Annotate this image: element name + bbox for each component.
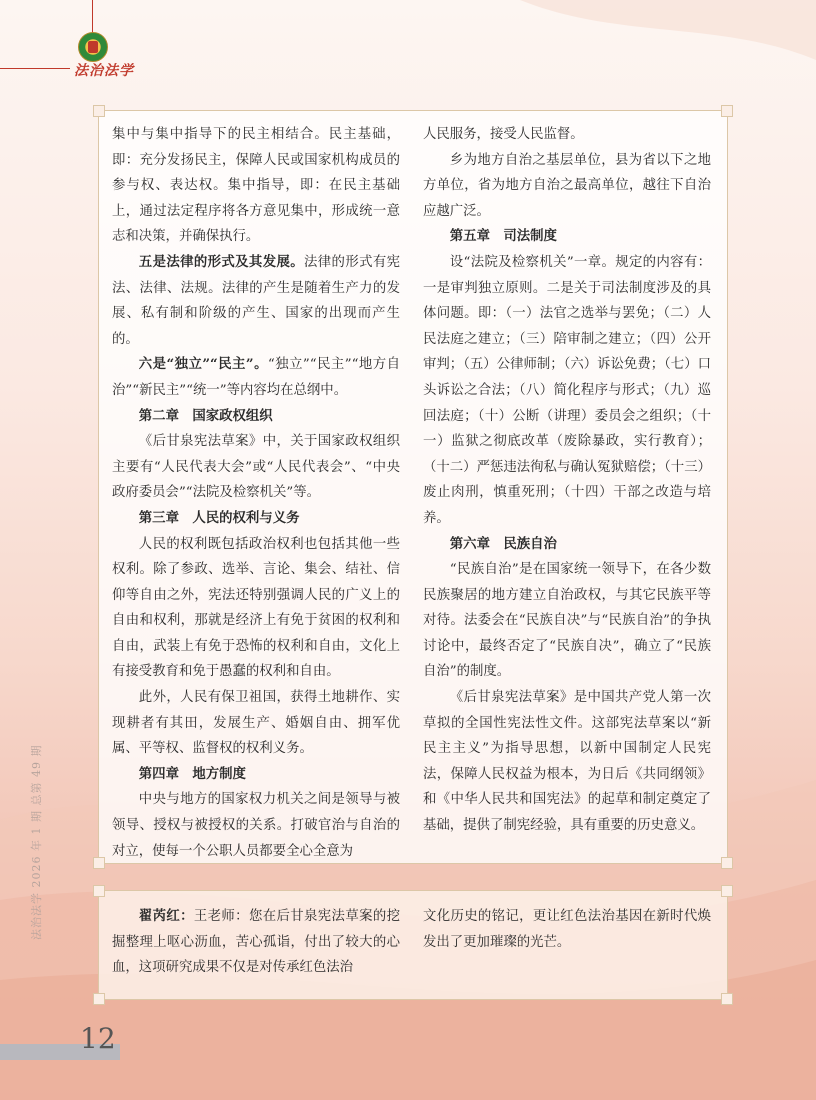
note-text: 王老师：您在后甘泉宪法草案的挖掘整理上呕心沥血，苦心孤诣，付出了较大的心血，这项研究成果不仅是对传承红色法治 xyxy=(112,909,401,976)
paragraph xyxy=(423,557,711,685)
note-left-column xyxy=(112,904,400,981)
paragraph-continued xyxy=(112,122,400,250)
journal-side-label: 法治法学 2026 年 1 期 总第 49 期 xyxy=(30,744,43,940)
header-horizontal-line xyxy=(0,68,70,69)
paragraph-text: “独立”“民主”“地方自治”“新民主”“统一”等内容均在总纲中。 xyxy=(112,357,400,398)
section-heading: 第六章 民族自治 xyxy=(449,535,557,552)
section-heading: 第二章 国家政权组织 xyxy=(138,407,273,424)
paragraph xyxy=(423,250,711,532)
note-speaker: 翟芮红： xyxy=(138,908,194,924)
paragraph-lead: 五是法律的形式及其发展。 xyxy=(138,253,305,270)
paragraph xyxy=(112,352,400,403)
paragraph xyxy=(112,532,400,686)
paragraph-text: 《后甘泉宪法草案》是中国共产党人第一次草拟的全国性宪法性文件。这部宪法草案以“新民主主义”为指导思想，以新中国制定人民宪法，保障人民权益为根本，为日后《共同纲领》和《中华人民共和国宪法》的起草和制定奠定了基础，提供了制宪经验，具有重要的历史意义。 xyxy=(423,690,711,834)
paragraph-text: 人民的权利既包括政治权利也包括其他一些权利。除了参政、选举、言论、集会、结社、信仰等自由之外，宪法还特别强调人民的广义上的自由和权利，那就是经济上有免于贫困的权利和自由，武装上有免于恐怖的权利和自由，文化上有接受教育和免于愚蠢的权利和自由。 xyxy=(112,536,400,680)
page-number: 12 xyxy=(80,1022,116,1055)
paragraph-text: 人民服务，接受人民监督。 xyxy=(423,127,584,142)
paragraph-text: 乡为地方自治之基层单位，县为省以下之地方单位，省为地方自治之最高单位，越往下自治应越广泛。 xyxy=(423,152,711,219)
left-column xyxy=(112,122,400,864)
paragraph xyxy=(112,685,400,762)
paragraph-text: 此外，人民有保卫祖国，获得土地耕作、实现耕者有其田，发展生产、婚姻自由、拥军优属、平等权、监督权的权利义务。 xyxy=(112,690,400,757)
paragraph xyxy=(112,250,400,352)
emblem-icon xyxy=(78,32,108,62)
note-paragraph xyxy=(112,904,400,981)
paragraph-lead: 六是“独立”“民主”。 xyxy=(138,356,268,373)
note-right-column xyxy=(423,904,711,955)
paragraph xyxy=(112,787,400,864)
paragraph-text: 集中与集中指导下的民主相结合。民主基础，即：充分发扬民主，保障人民或国家机构成员的参与权、表达权。集中指导，即：在民主基础上，通过法定程序将各方意见集中，形成统一意志和决策，并确保执行。 xyxy=(112,127,400,245)
paragraph-text: 中央与地方的国家权力机关之间是领导与被领导、授权与被授权的关系。打破官治与自治的对立，使每一个公职人员都要全心全意为 xyxy=(112,792,400,859)
paragraph-text: 法律的形式有宪法、法律、法规。法律的产生是随着生产力的发展、私有制和阶级的产生、国家的出现而产生的。 xyxy=(112,254,401,347)
paragraph-continued xyxy=(423,122,711,148)
paragraph xyxy=(423,685,711,839)
section-heading: 第五章 司法制度 xyxy=(449,228,557,245)
paragraph xyxy=(112,429,400,506)
paragraph-text: 设“法院及检察机关”一章。规定的内容有：一是审判独立原则。二是关于司法制度涉及的具体问题。即：（一）法官之选举与罢免；（二）人民法庭之建立；（三）陪审制之建立；（四）公开审判；（五）公律师制；（六）诉讼免费；（七）口头诉讼之合法；（八）简化程序与形式；（九）巡回法庭；（十）公断（讲理）委员会之组织；（十一）监狱之彻底改革（废除暴政，实行教育）；（十二）严惩违法徇私与确认冤狱赔偿；（十三）废止肉刑，慎重死刑；（十四）干部之改造与培养。 xyxy=(423,254,711,526)
note-paragraph-cont: 文化历史的铭记，更让红色法治基因在新时代焕发出了更加璀璨的光芒。 xyxy=(423,909,711,950)
paragraph xyxy=(423,148,711,225)
paragraph-text: 《后甘泉宪法草案》中，关于国家政权组织主要有“人民代表大会”或“人民代表会”、“中央政府委员会”“法院及检察机关”等。 xyxy=(112,434,400,501)
brand-logo: 法治法学 xyxy=(74,63,134,79)
section-heading: 第四章 地方制度 xyxy=(138,765,246,782)
paragraph-text: “民族自治”是在国家统一领导下，在各少数民族聚居的地方建立自治政权，与其它民族平等对待。法委会在“民族自决”与“民族自治”的争执讨论中，最终否定了“民族自决”，确立了“民族自治”的制度。 xyxy=(423,562,711,680)
right-column xyxy=(423,122,711,839)
section-heading: 第三章 人民的权利与义务 xyxy=(138,509,300,526)
